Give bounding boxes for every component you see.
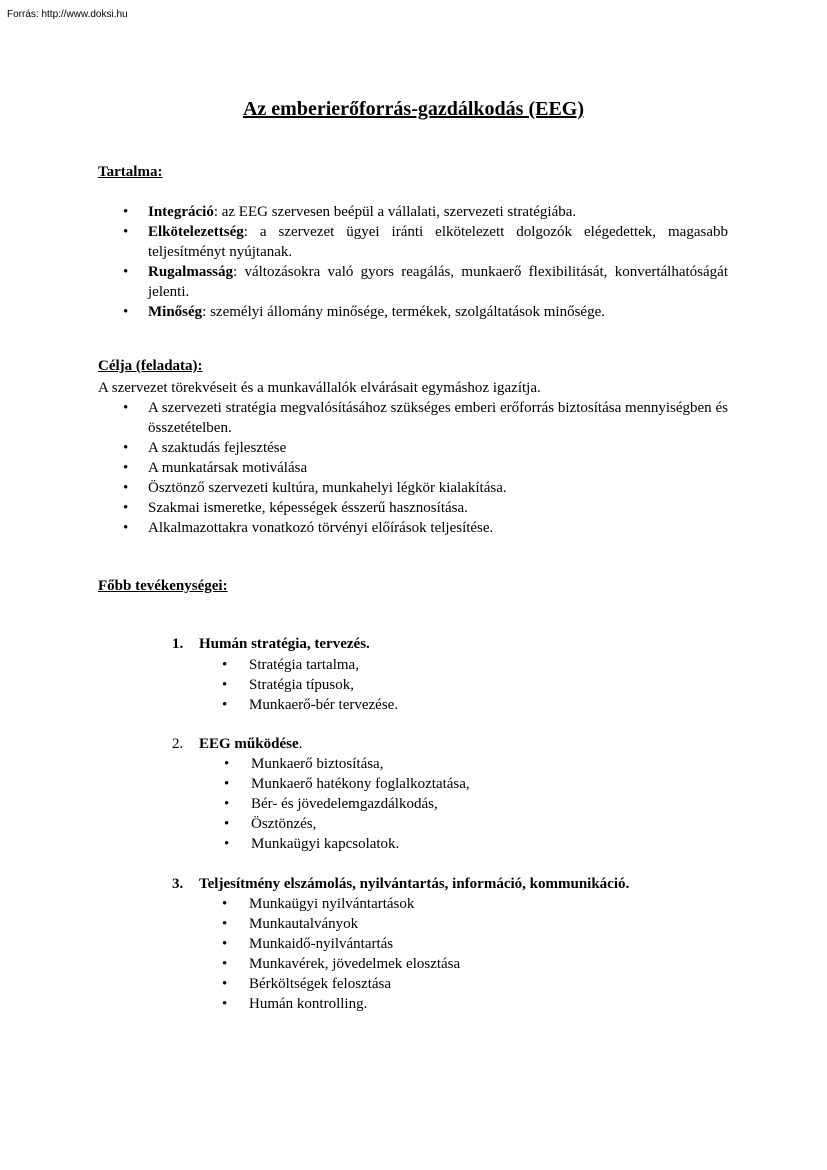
section-2-list [224,754,624,854]
section-1-list [222,655,622,715]
heading-tevekenysegei: Főbb tevékenységei: [98,578,228,594]
list-item: • Szakmai ismeretke, képességek ésszerű hasznosítása. [98,498,728,518]
celja-intro: A szervezet törekvéseit és a munkavállalók elvárásait egymáshoz igazítja. [98,380,541,396]
list-item: • Ösztönzés, [224,814,624,834]
list-item: • Bérköltségek felosztása [222,974,622,994]
list-item: • Munkaügyi nyilvántartások [222,894,622,914]
list-item: • Alkalmazottakra vonatkozó törvényi előírások teljesítése. [98,518,728,538]
list-item: • Munkaerő biztosítása, [224,754,624,774]
heading-tartalma: Tartalma: [98,164,163,180]
list-item: • Ösztönző szervezeti kultúra, munkahelyi légkör kialakítása. [98,478,728,498]
term-text: : személyi állomány minősége, termékek, szolgáltatások minősége. [202,304,605,320]
list-item: • Munkaerő hatékony foglalkoztatása, [224,774,624,794]
list-item: • Humán kontrolling. [222,994,622,1014]
list-item: • Munkaidő-nyilvántartás [222,934,622,954]
section-3-list [222,894,622,1014]
heading-celja: Célja (feladata): [98,358,203,374]
list-item [98,302,728,322]
list-item: • Munkaügyi kapcsolatok. [224,834,624,854]
term: Rugalmasság [148,264,234,280]
section-number: 3. [172,876,184,892]
list-item: • Munkaerő-bér tervezése. [222,695,622,715]
list-item [98,262,728,302]
page-title: Az emberierőforrás-gazdálkodás (EEG) [242,98,585,120]
list-item: • Stratégia típusok, [222,675,622,695]
section-number: 2. [172,736,184,752]
term: Elkötelezettség [148,224,244,240]
section-title-suffix: . [298,736,303,752]
section-title: Teljesítmény elszámolás, nyilvántartás, információ, kommunikáció. [199,876,630,892]
list-item: • Bér- és jövedelemgazdálkodás, [224,794,624,814]
list-item: • A szervezeti stratégia megvalósításához szükséges emberi erőforrás biztosítása mennyiségben és összetételben. [98,398,728,438]
list-item: • A munkatársak motiválása [98,458,728,478]
celja-list [98,398,728,538]
term-text: : a szervezet ügyei iránti elkötelezett dolgozók elégedettek, magasabb teljesítményt nyújtanak. [148,224,728,260]
section-3-title [172,874,629,894]
term-text: : az EEG szervesen beépül a vállalati, szervezeti stratégiába. [213,204,577,220]
term-text: : változásokra való gyors reagálás, munkaerő flexibilitását, konvertálhatóságát jelenti. [148,264,728,300]
section-title: EEG működése [199,736,299,752]
section-2-title [172,734,302,754]
term: Integráció [148,204,214,220]
list-item: • A szaktudás fejlesztése [98,438,728,458]
list-item: • Stratégia tartalma, [222,655,622,675]
section-title: Humán stratégia, tervezés. [199,636,370,652]
section-number: 1. [172,636,184,652]
section-1-title [172,634,370,654]
tartalma-list [98,202,728,322]
list-item: • Munkautalványok [222,914,622,934]
source-line: Forrás: http://www.doksi.hu [7,9,128,20]
list-item [98,222,728,262]
list-item: • Munkavérek, jövedelmek elosztása [222,954,622,974]
term: Minőség [148,304,203,320]
list-item [98,202,728,222]
